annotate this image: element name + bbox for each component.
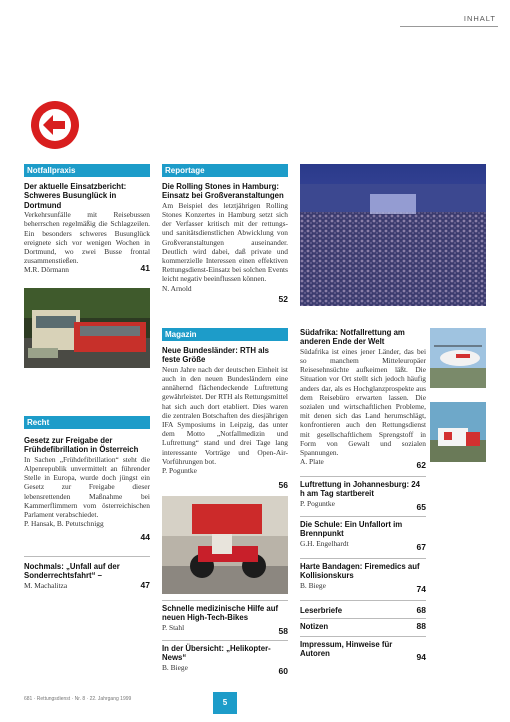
article-page: 68 xyxy=(416,605,426,615)
concert-crowd-photo xyxy=(300,164,486,306)
section-reportage: Reportage xyxy=(162,164,288,177)
article-author: P. Hansak, B. Petutschnigg xyxy=(24,519,104,529)
article-page: 44 xyxy=(140,531,150,542)
article-author: B. Biege xyxy=(162,662,188,672)
article-bundeslaender[interactable] xyxy=(162,346,288,492)
divider xyxy=(300,558,426,559)
article-body: Am Beispiel des letztjährigen Rolling Stones Konzertes in Hamburg setzt sich der Verfasser kritisch mit der rettungs- und sanitätsdienstlichen Abwicklung von Großveranstaltungen auseinander. Deutlich wird dabei, daß private und kommerzielle Interessen einen effektiven Rettungsdienst-Einsatz bei solchen Events leicht negativ beeinflussen können. xyxy=(162,200,288,284)
helicopter-photo xyxy=(430,328,486,388)
bus-crash-photo xyxy=(24,288,150,368)
article-title: Schnelle medizinische Hilfe auf neuen High-Tech-Bikes xyxy=(162,604,279,623)
article-author: M. Machalitza xyxy=(24,580,68,590)
article-body: Südafrika ist eines jener Länder, das bei so manchem Mitteleuropäer Reisesehnsüchte aufkeimen läßt. Die Situation vor Ort stellt sich jedoch häufig anders dar, als es Hochglanzprospekte aus dem Reisebüro erwarten lassen. Die sozialen und wirtschaftlichen Probleme, mit denen sich das Land herumschlägt, konfrontieren auch den Rettungsdienst mit gesellschaftlichem Sprengstoff in Form von Gewalt und sozialen Spannungen. xyxy=(300,346,426,458)
divider xyxy=(300,618,426,619)
header-label: INHALT xyxy=(463,14,496,23)
article-author: B. Biege xyxy=(300,580,326,590)
article-busunglueck[interactable] xyxy=(24,182,150,277)
section-notfallpraxis: Notfallpraxis xyxy=(24,164,150,177)
article-page: 65 xyxy=(416,501,426,512)
article-body: Neun Jahre nach der deutschen Einheit ist auch in den neuen Bundesländern eine annähernd flächendeckende Luftrettung gewährleistet. Der RTH als Rettungsmittel hat sich auch dort etabliert. Dies waren die zentralen Botschaften des diesjährigen IFA Symposiums in Leipzig, das unter dem Motto „Notfallmedizin und Luftrettung“ stand und drei Tage lang interessante Vorträge und Open-Air-Vorführungen bot. xyxy=(162,364,288,466)
arrow-left-icon[interactable] xyxy=(31,101,79,149)
article-title: Harte Bandagen: Firemedics auf Kollisionskurs xyxy=(300,562,420,581)
article-page: 94 xyxy=(416,651,426,662)
article-helikopter[interactable] xyxy=(162,644,288,678)
article-page: 58 xyxy=(278,625,288,636)
article-page: 56 xyxy=(278,479,288,490)
divider xyxy=(162,640,288,641)
section-magazin: Magazin xyxy=(162,328,288,341)
article-author: A. Plate xyxy=(300,457,324,467)
article-title: Neue Bundesländer: RTH als feste Größe xyxy=(162,346,270,365)
page-header xyxy=(0,0,510,30)
header-rule xyxy=(400,26,498,27)
article-title: Südafrika: Notfallrettung am anderen Ende der Welt xyxy=(300,328,405,347)
page-number: 5 xyxy=(213,692,237,714)
article-title: Notizen xyxy=(300,622,329,631)
divider xyxy=(162,600,288,601)
article-sonderrechtsfahrt[interactable] xyxy=(24,562,150,594)
divider xyxy=(300,476,426,477)
article-title: Luftrettung in Johannesburg: 24 h am Tag startbereit xyxy=(300,480,420,499)
article-page: 60 xyxy=(278,665,288,676)
footer-text: 681 · Rettungsdienst · Nr. 8 · 22. Jahrgang 1999 xyxy=(24,696,132,702)
article-rolling-stones[interactable] xyxy=(162,182,288,306)
article-notizen[interactable] xyxy=(300,622,426,636)
article-page: 74 xyxy=(416,583,426,594)
article-page: 52 xyxy=(278,293,288,304)
article-title: Gesetz zur Freigabe der Frühdefibrillation in Österreich xyxy=(24,436,139,455)
article-johannesburg[interactable] xyxy=(300,480,426,514)
divider xyxy=(300,600,426,601)
divider xyxy=(24,556,150,557)
article-page: 47 xyxy=(140,579,150,590)
article-fruehdefibrillation[interactable] xyxy=(24,436,150,544)
article-body: Verkehrsunfälle mit Reisebussen beherrschen regelmäßig die Schlagzeilen. Ein besonders schweres Busunglück ereignete sich vor wenigen Wochen in Dortmund, wo zwei Busse frontal zusammenstießen. xyxy=(24,210,150,266)
article-page: 41 xyxy=(140,262,150,273)
divider xyxy=(300,516,426,517)
article-harte-bandagen[interactable] xyxy=(300,562,426,596)
divider xyxy=(300,636,426,637)
article-impressum[interactable] xyxy=(300,640,426,664)
article-title: Die Schule: Ein Unfallort im Brennpunkt xyxy=(300,520,403,539)
article-title: Die Rolling Stones in Hamburg: Einsatz bei Großveranstaltungen xyxy=(162,182,284,201)
ambulance-photo xyxy=(430,402,486,462)
article-title: Impressum, Hinweise für Autoren xyxy=(300,640,393,659)
section-recht: Recht xyxy=(24,416,150,429)
article-author: P. Poguntke xyxy=(300,498,335,508)
article-title: In der Übersicht: „Helikopter-News“ xyxy=(162,644,271,663)
article-page: 88 xyxy=(416,621,426,631)
article-title: Nochmals: „Unfall auf der Sonderrechtsfahrt“ – xyxy=(24,562,120,581)
article-title: Der aktuelle Einsatzbericht: Schweres Busunglück in Dortmund xyxy=(24,182,127,210)
article-body: In Sachen „Frühdefibrillation“ steht die Alpenrepublik unvermittelt an führender Stelle in Europa, wurde doch jüngst ein Gesetz zur Freigabe dieser lebensrettenden Maßnahme bei Kammerflimmern vom österreichischen Parlament verabschiedet. xyxy=(24,454,150,520)
article-page: 67 xyxy=(416,541,426,552)
article-bikes[interactable] xyxy=(162,604,288,638)
article-suedafrika[interactable] xyxy=(300,328,426,472)
article-page: 62 xyxy=(416,459,426,470)
article-author: P. Stahl xyxy=(162,622,185,632)
article-schule[interactable] xyxy=(300,520,426,554)
article-author: P. Poguntke xyxy=(162,466,197,476)
article-title: Leserbriefe xyxy=(300,606,343,615)
motorbike-photo xyxy=(162,496,288,594)
article-author: N. Arnold xyxy=(162,283,192,293)
article-author: M.R. Dörmann xyxy=(24,265,69,275)
article-author: G.H. Engelhardt xyxy=(300,538,349,548)
